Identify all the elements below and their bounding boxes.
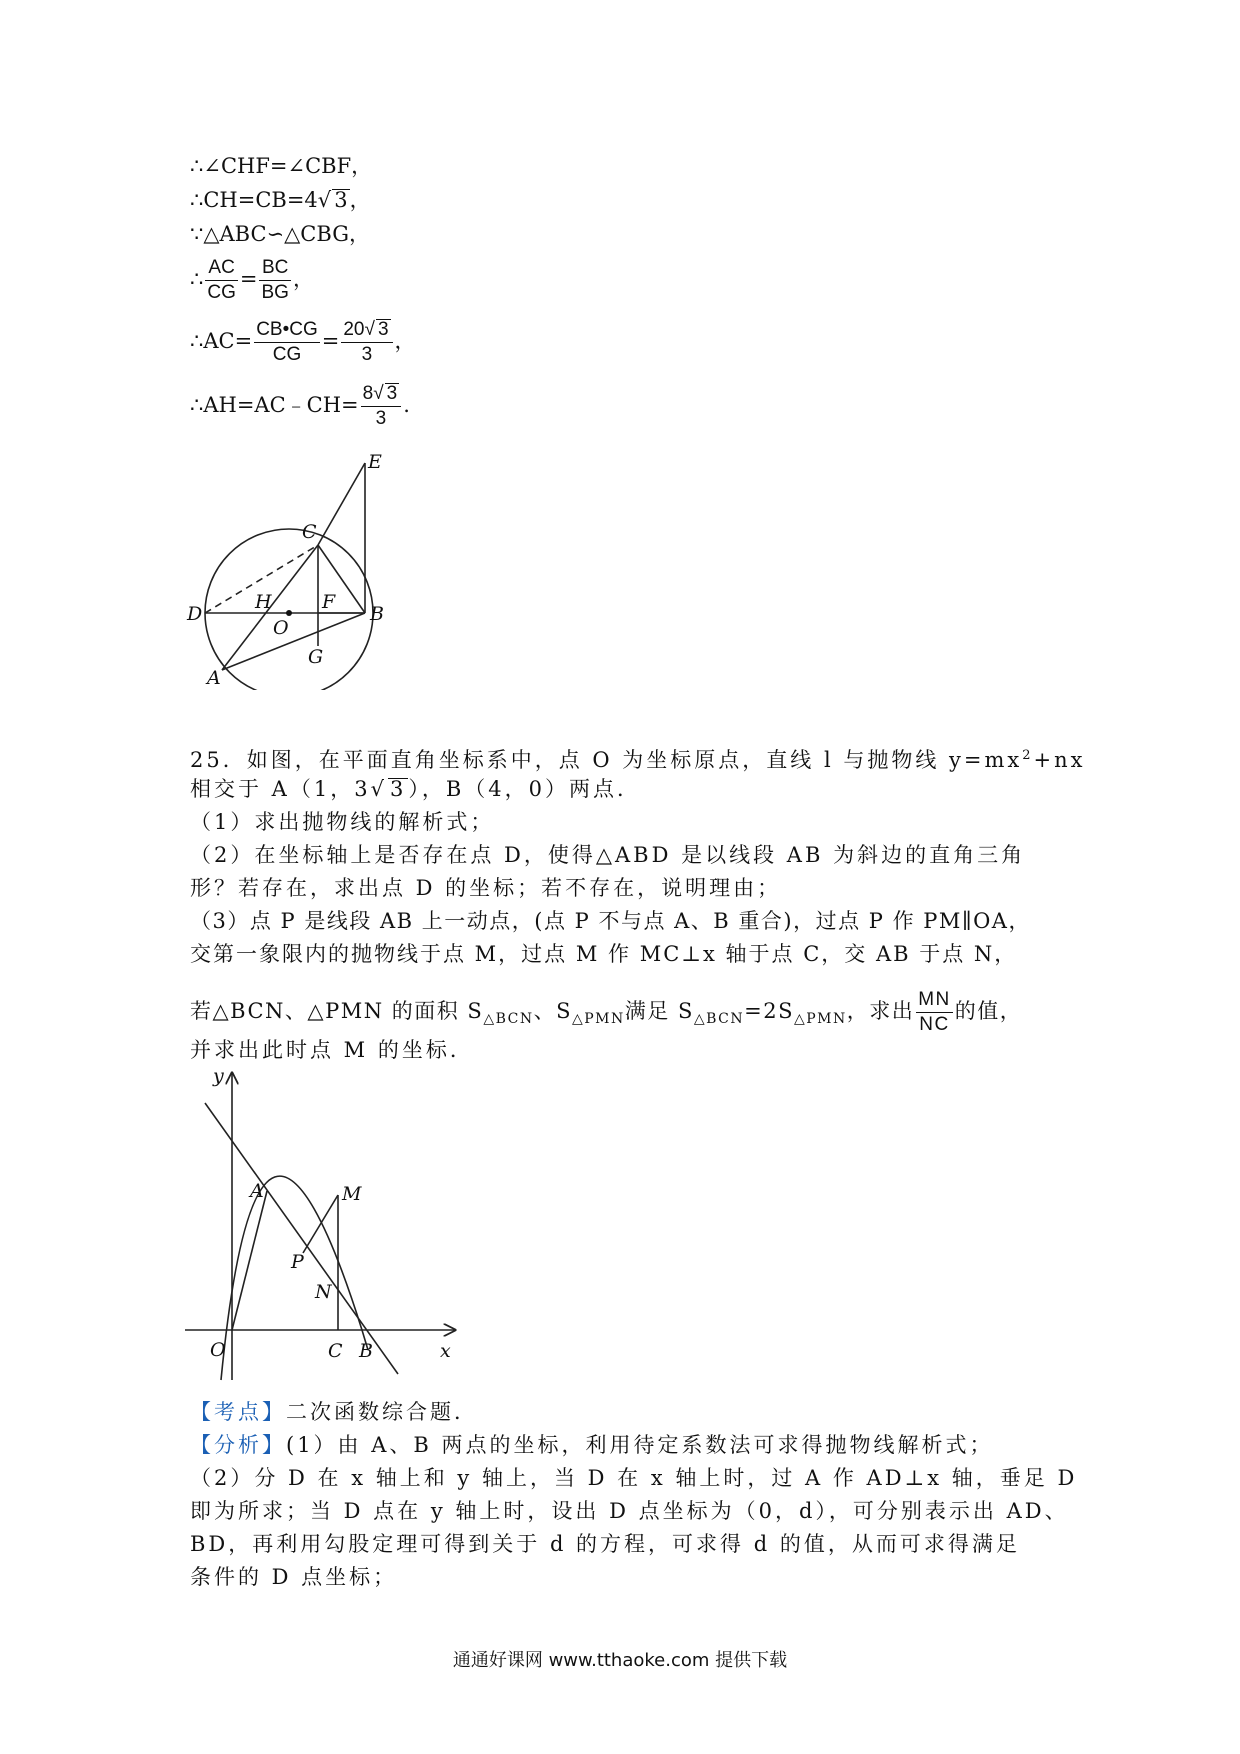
proof-line-4: ∴ $\frac{AC}{CG}$ = $\frac{BC}{BG}$ ， — [190, 257, 314, 303]
circle-o — [205, 529, 373, 690]
proof-line-2: ∴CH=CB=4√ 3， — [190, 188, 371, 212]
q25-line-9: 并求出此时点 M 的坐标． — [190, 1038, 474, 1062]
analysis-line-6: 条件的 D 点坐标； — [190, 1565, 398, 1589]
proof-line-3: ∵△ABC∽△CBG， — [190, 222, 370, 246]
analysis-line-1: 【考点】二次函数综合题． — [190, 1400, 478, 1424]
sqrt-icon: √ — [370, 777, 387, 801]
proof-line-6: ∴AH=AC﹣CH= $\frac{8√ 3}{3}$ . — [190, 383, 410, 429]
sqrt-icon: √ — [364, 319, 375, 340]
analysis-line-2: 【分析】(1）由 A、B 两点的坐标，利用待定系数法可求得抛物线解析式； — [190, 1433, 994, 1457]
parabola-curve — [221, 1176, 368, 1380]
q25-line-7: 交第一象限内的抛物线于点 M，过点 M 作 MC⊥x 轴于点 C，交 AB 于点 N， — [190, 942, 1018, 966]
fraction-ac-cg: $\frac{AC}{CG}$ — [207, 257, 236, 303]
q25-line-1: 25．如图，在平面直角坐标系中，点 O 为坐标原点，直线 l 与抛物线 $y=mx^2+nx$ — [190, 748, 1086, 772]
label-d: D — [187, 603, 203, 625]
fraction-8root3-3: $\frac{8√ 3}{3}$ — [361, 382, 402, 431]
proof-line-1: ∴∠CHF=∠CBF， — [190, 154, 373, 178]
label-e: E — [368, 451, 382, 473]
label-o: O — [210, 1339, 226, 1361]
analysis-line-3: （2）分 D 在 x 轴上和 y 轴上，当 D 在 x 轴上时，过 A 作 AD⊥x 轴，垂足 D — [190, 1466, 1078, 1490]
fraction-mn-nc: $\frac{MN}{NC}$ — [918, 989, 951, 1035]
sqrt-icon: √ — [317, 188, 332, 212]
label-a: A — [250, 1180, 264, 1202]
label-b: B — [370, 603, 384, 625]
fraction-bc-bg: $\frac{BC}{BG}$ — [261, 257, 289, 303]
label-c: C — [328, 1340, 343, 1362]
center-point-o — [286, 610, 292, 616]
line-l — [205, 1103, 398, 1374]
fenxi-tag: 【分析】 — [190, 1433, 286, 1457]
label-n: N — [315, 1281, 332, 1303]
segment-ec — [318, 463, 365, 545]
label-c: C — [302, 521, 317, 543]
label-a: A — [207, 667, 221, 689]
q25-line-6: （3）点 P 是线段 AB 上一动点，(点 P 不与点 A、B 重合)，过点 P 作 PM∥OA， — [190, 909, 1031, 933]
parabola-coordinate-figure — [185, 1065, 465, 1395]
label-b: B — [359, 1340, 373, 1362]
circle-geometry-figure — [185, 450, 415, 690]
segment-pm — [303, 1195, 338, 1253]
q25-line-8: 若△BCN、△PMN 的面积 $S_{\triangle BCN}$、$S_{\triangle PMN}$满足 $S_{\triangle BCN}=2S_{\triangle PMN}$，求出 $\frac{MN}{NC}$ 的值， — [190, 989, 1023, 1035]
fraction-20root3-3: $\frac{20√ 3}{3}$ — [341, 318, 392, 367]
page-footer: 通通好课网 www.tthaoke.com 提供下载 — [452, 1650, 788, 1671]
label-p: P — [291, 1251, 304, 1273]
label-g: G — [308, 646, 324, 668]
fraction-cbcg-cg: $\frac{CB•CG}{CG}$ — [256, 319, 318, 365]
label-h: H — [255, 591, 272, 613]
label-f: F — [322, 591, 336, 613]
label-o: O — [273, 617, 289, 639]
label-y: y — [213, 1065, 224, 1087]
kaodian-tag: 【考点】 — [190, 1400, 286, 1424]
analysis-line-4: 即为所求；当 D 点在 y 轴上时，设出 D 点坐标为（0，d），可分别表示出 AD、 — [190, 1499, 1069, 1523]
q25-line-4: （2）在坐标轴上是否存在点 D，使得△ABD 是以线段 AB 为斜边的直角三角 — [190, 843, 1026, 867]
label-m: M — [342, 1183, 362, 1205]
q25-line-2: 相交于 A（1，3√ 3），B（4，0）两点． — [190, 777, 641, 801]
label-x: x — [440, 1340, 451, 1362]
q25-line-5: 形？若存在，求出点 D 的坐标；若不存在，说明理由； — [190, 876, 782, 900]
q25-line-3: （1）求出抛物线的解析式； — [190, 810, 495, 834]
analysis-line-5: BD，再利用勾股定理可得到关于 d 的方程，可求得 d 的值，从而可求得满足 — [190, 1532, 1020, 1556]
sqrt-icon: √ — [373, 383, 384, 404]
proof-line-5: ∴AC= $\frac{CB•CG}{CG}$ = $\frac{20√ 3}{3}$ ， — [190, 319, 416, 365]
